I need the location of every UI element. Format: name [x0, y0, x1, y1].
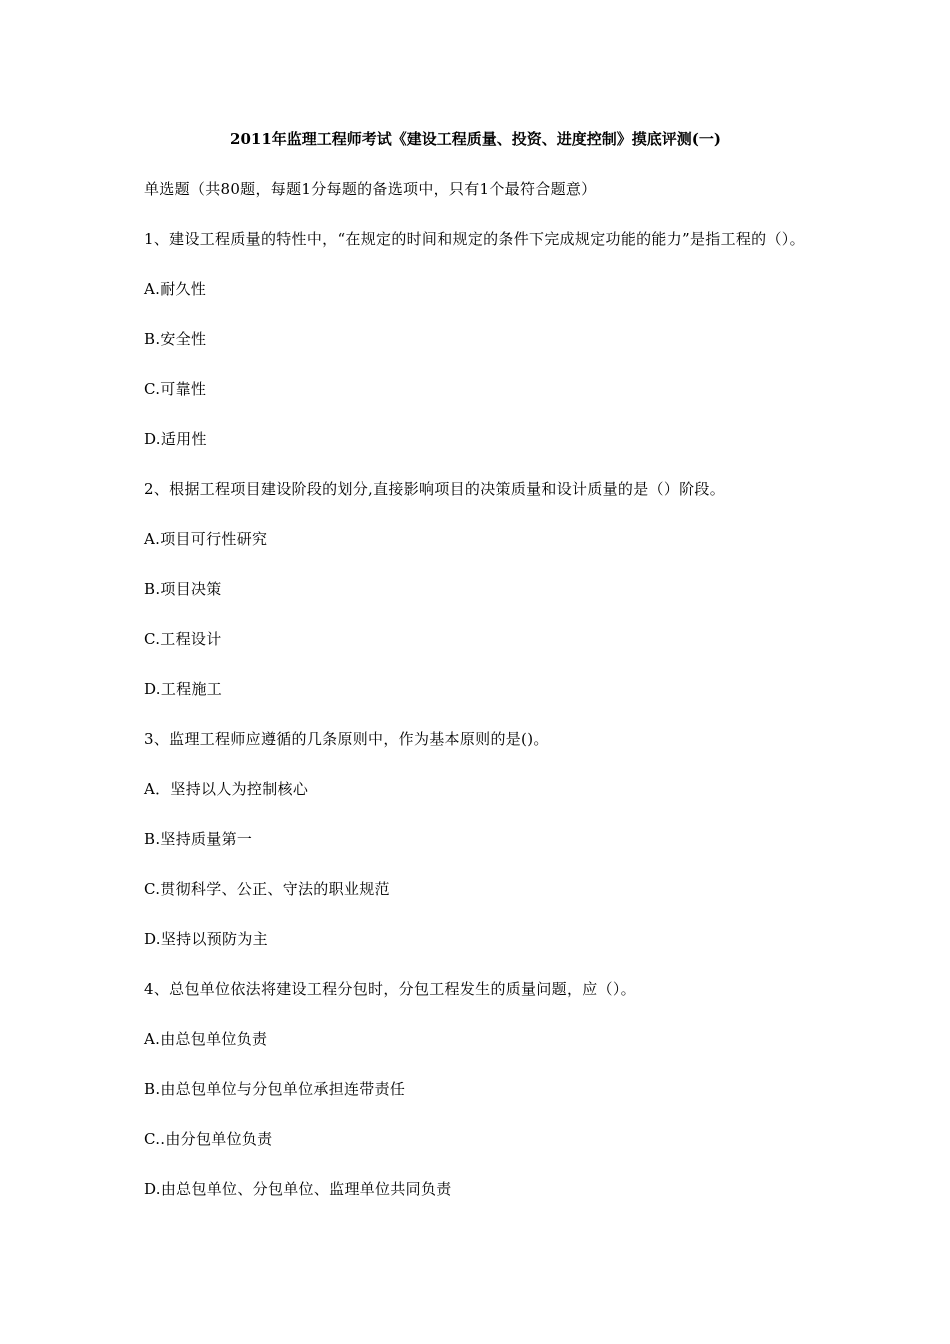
question-2-option-c: C.工程设计 [144, 630, 222, 648]
question-4-option-a: A.由总包单位负责 [144, 1030, 268, 1048]
question-2-option-b: B.项目决策 [144, 580, 222, 598]
question-4-option-c: C..由分包单位负责 [144, 1130, 273, 1148]
question-2-stem: 2、根据工程项目建设阶段的划分,直接影响项目的决策质量和设计质量的是（）阶段。 [144, 480, 726, 498]
question-1-option-b: B.安全性 [144, 330, 207, 348]
question-4-option-b: B.由总包单位与分包单位承担连带责任 [144, 1080, 406, 1098]
question-3-option-c: C.贯彻科学、公正、守法的职业规范 [144, 880, 390, 898]
question-3-option-d: D.坚持以预防为主 [144, 930, 268, 948]
question-2-option-a: A.项目可行性研究 [144, 530, 268, 548]
question-2-option-d: D.工程施工 [144, 680, 223, 698]
question-1-option-d: D.适用性 [144, 430, 207, 448]
question-4-stem: 4、总包单位依法将建设工程分包时，分包工程发生的质量问题，应（）。 [144, 980, 636, 998]
section-intro: 单选题（共80题，每题1分每题的备选项中，只有1个最符合题意） [144, 180, 597, 198]
question-1-option-c: C.可靠性 [144, 380, 207, 398]
question-1-stem: 1、建设工程质量的特性中，“在规定的时间和规定的条件下完成规定功能的能力”是指工程的（）。 [144, 230, 805, 248]
question-3-option-b: B.坚持质量第一 [144, 830, 253, 848]
question-3-stem: 3、监理工程师应遵循的几条原则中，作为基本原则的是()。 [144, 730, 549, 748]
document-title: 2011年监理工程师考试《建设工程质量、投资、进度控制》摸底评测(一) [230, 130, 721, 148]
question-3-option-a: A．坚持以人为控制核心 [144, 780, 309, 798]
question-4-option-d: D.由总包单位、分包单位、监理单位共同负责 [144, 1180, 452, 1198]
question-1-option-a: A.耐久性 [144, 280, 207, 298]
